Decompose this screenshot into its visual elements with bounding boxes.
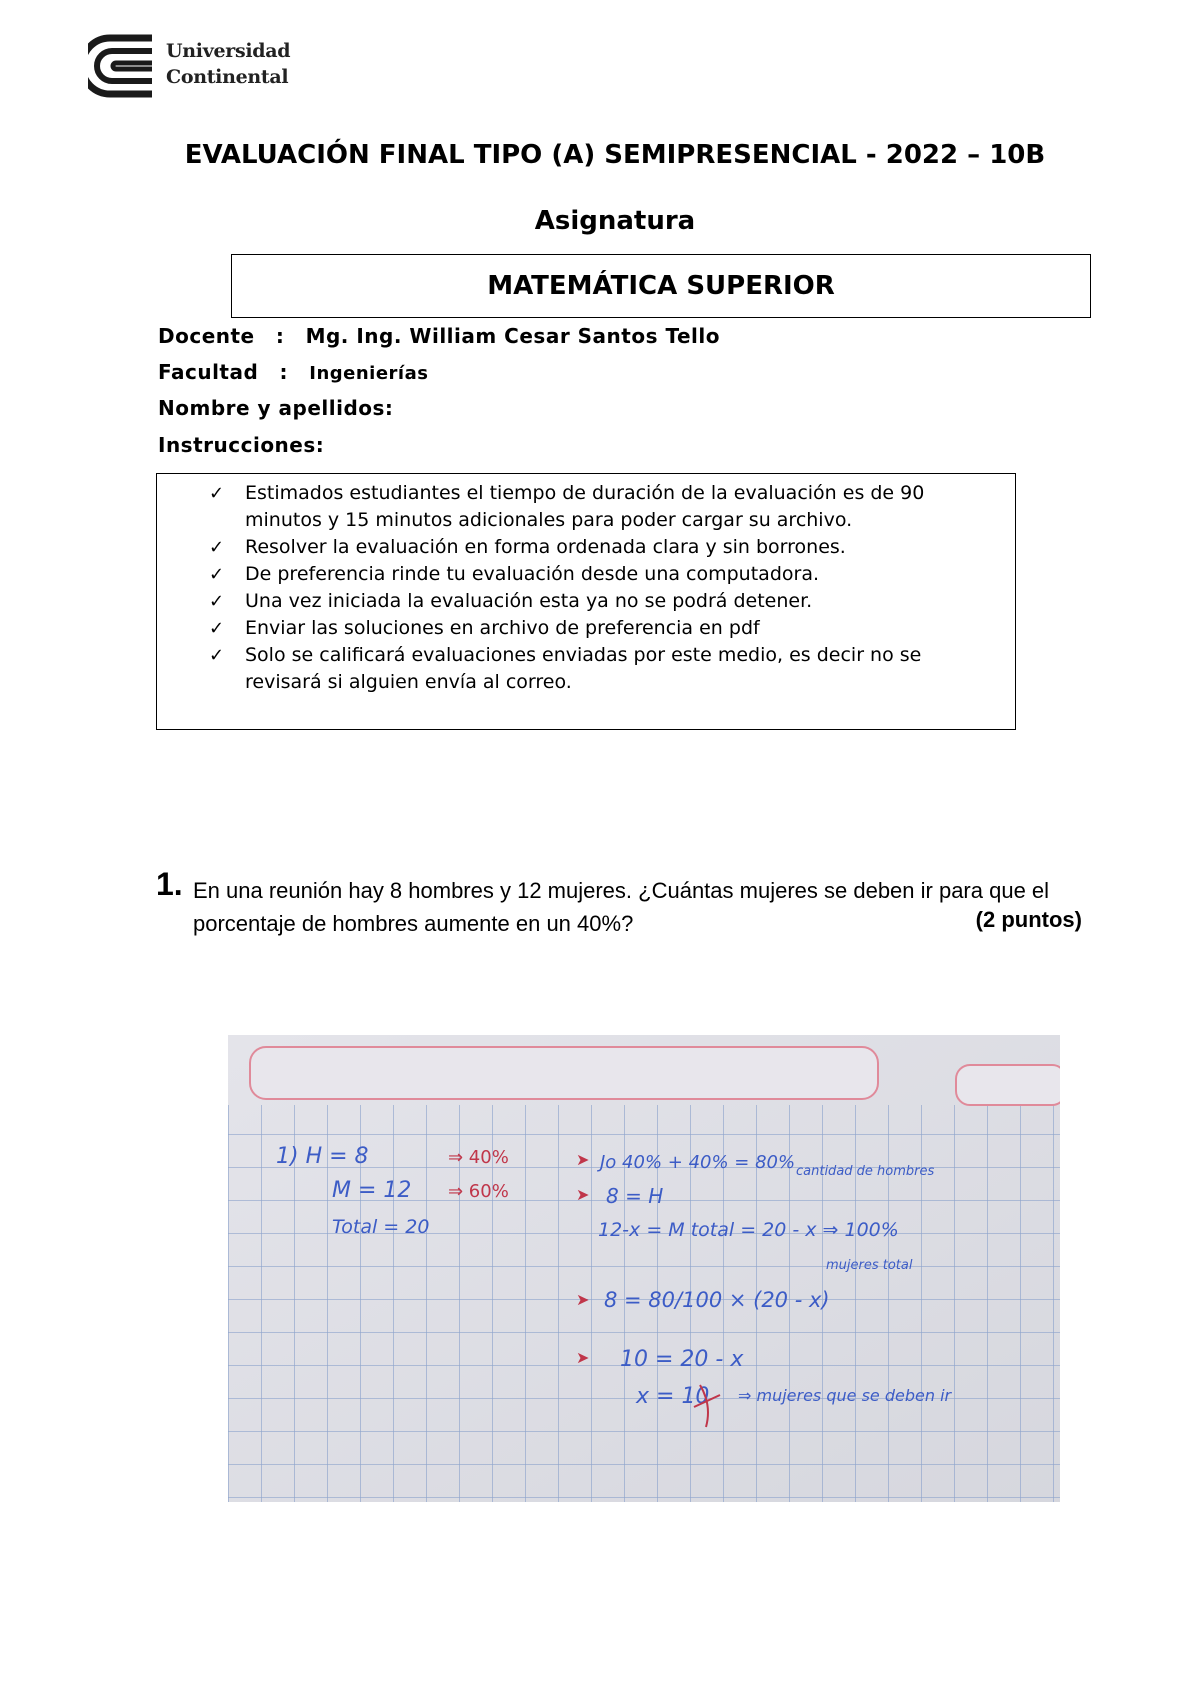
instruction-item [209,642,969,696]
instruction-text: Solo se calificará evaluaciones enviadas por este medio, es decir no se revisará si alguien envía al correo. [245,644,922,693]
hw-step-1: Jo 40% + 40% = 80% [600,1152,796,1173]
question-text: En una reunión hay 8 hombres y 12 mujeres. ¿Cuántas mujeres se deben ir para que el porcentaje de hombres aumente en un 40%? [193,878,1050,936]
hw-arrow-1: ➤ [576,1150,590,1169]
checkmark-icon: ✓ [209,591,225,612]
hw-arrow-3: ➤ [576,1290,590,1309]
course-name: MATEMÁTICA SUPERIOR [487,271,835,301]
hw-step-5: 10 = 20 - x [620,1347,744,1372]
hw-total-line: Total = 20 [332,1216,430,1238]
instrucciones-label: Instrucciones: [158,433,325,457]
facultad-separator: : [279,360,289,384]
hw-step-4: 8 = 80/100 × (20 - x) [604,1288,830,1312]
instruction-text: Estimados estudiantes el tiempo de duración de la evaluación es de 90 minutos y 15 minutos adicionales para poder cargar su archivo. [245,482,925,531]
exam-title: EVALUACIÓN FINAL TIPO (A) SEMIPRESENCIAL - 2022 – 10B [184,140,1046,170]
hw-arrow-4: ➤ [576,1348,590,1367]
nombre-label: Nombre y apellidos: [158,396,394,420]
instruction-text: Una vez iniciada la evaluación esta ya no se podrá detener. [245,590,813,612]
hw-step-3: 12-x = M total = 20 - x ⇒ 100% [598,1219,899,1241]
checkmark-icon: ✓ [209,483,225,504]
hw-step-2: 8 = H [606,1184,664,1208]
exam-subtitle: Asignatura [534,206,696,236]
instruction-item [209,561,969,588]
handwritten-solution-photo [228,1035,1060,1502]
paper-date-box [956,1065,1060,1105]
instruction-text: Resolver la evaluación en forma ordenada clara y sin borrones. [245,536,846,558]
checkmark-icon: ✓ [209,564,225,585]
instructions-box [156,473,1016,730]
facultad-label: Facultad [158,360,259,384]
checkmark-icon: ✓ [209,537,225,558]
docente-row [158,324,720,348]
logo-line-1: Universidad [166,40,291,62]
question-number: 1. [156,866,183,902]
docente-separator: : [275,324,285,348]
hw-h-line: 1) H = 8 [276,1144,369,1169]
facultad-value: Ingenierías [309,363,429,384]
instruction-item [209,615,969,642]
instruction-item [209,534,969,561]
logo-text [166,38,290,90]
instructions-list [209,480,969,696]
course-name-box [231,254,1091,318]
question-points: (2 puntos) [975,907,1082,932]
hw-step-6: x = 10 [636,1384,710,1409]
hw-m-percent: ⇒ 60% [448,1181,509,1202]
hw-arrow-2: ➤ [576,1185,590,1204]
university-logo [88,32,291,102]
paper-header-box [250,1047,878,1099]
docente-label: Docente [158,324,255,348]
instruction-text: De preferencia rinde tu evaluación desde una computadora. [245,563,819,585]
instruction-item [209,480,969,534]
hw-step-6-note: ⇒ mujeres que se deben ir [738,1386,952,1405]
facultad-row [158,360,428,384]
logo-mark-icon [88,32,158,100]
instruction-text: Enviar las soluciones en archivo de preferencia en pdf [245,617,760,639]
docente-value: Mg. Ing. William Cesar Santos Tello [305,324,720,348]
checkmark-icon: ✓ [209,618,225,639]
hw-step-1-note: cantidad de hombres [796,1164,935,1179]
hw-step-3-note: mujeres total [826,1258,913,1273]
checkmark-icon: ✓ [209,645,225,666]
hw-m-line: M = 12 [332,1178,412,1203]
logo-line-2: Continental [166,66,289,88]
instruction-item [209,588,969,615]
hw-h-percent: ⇒ 40% [448,1147,509,1168]
